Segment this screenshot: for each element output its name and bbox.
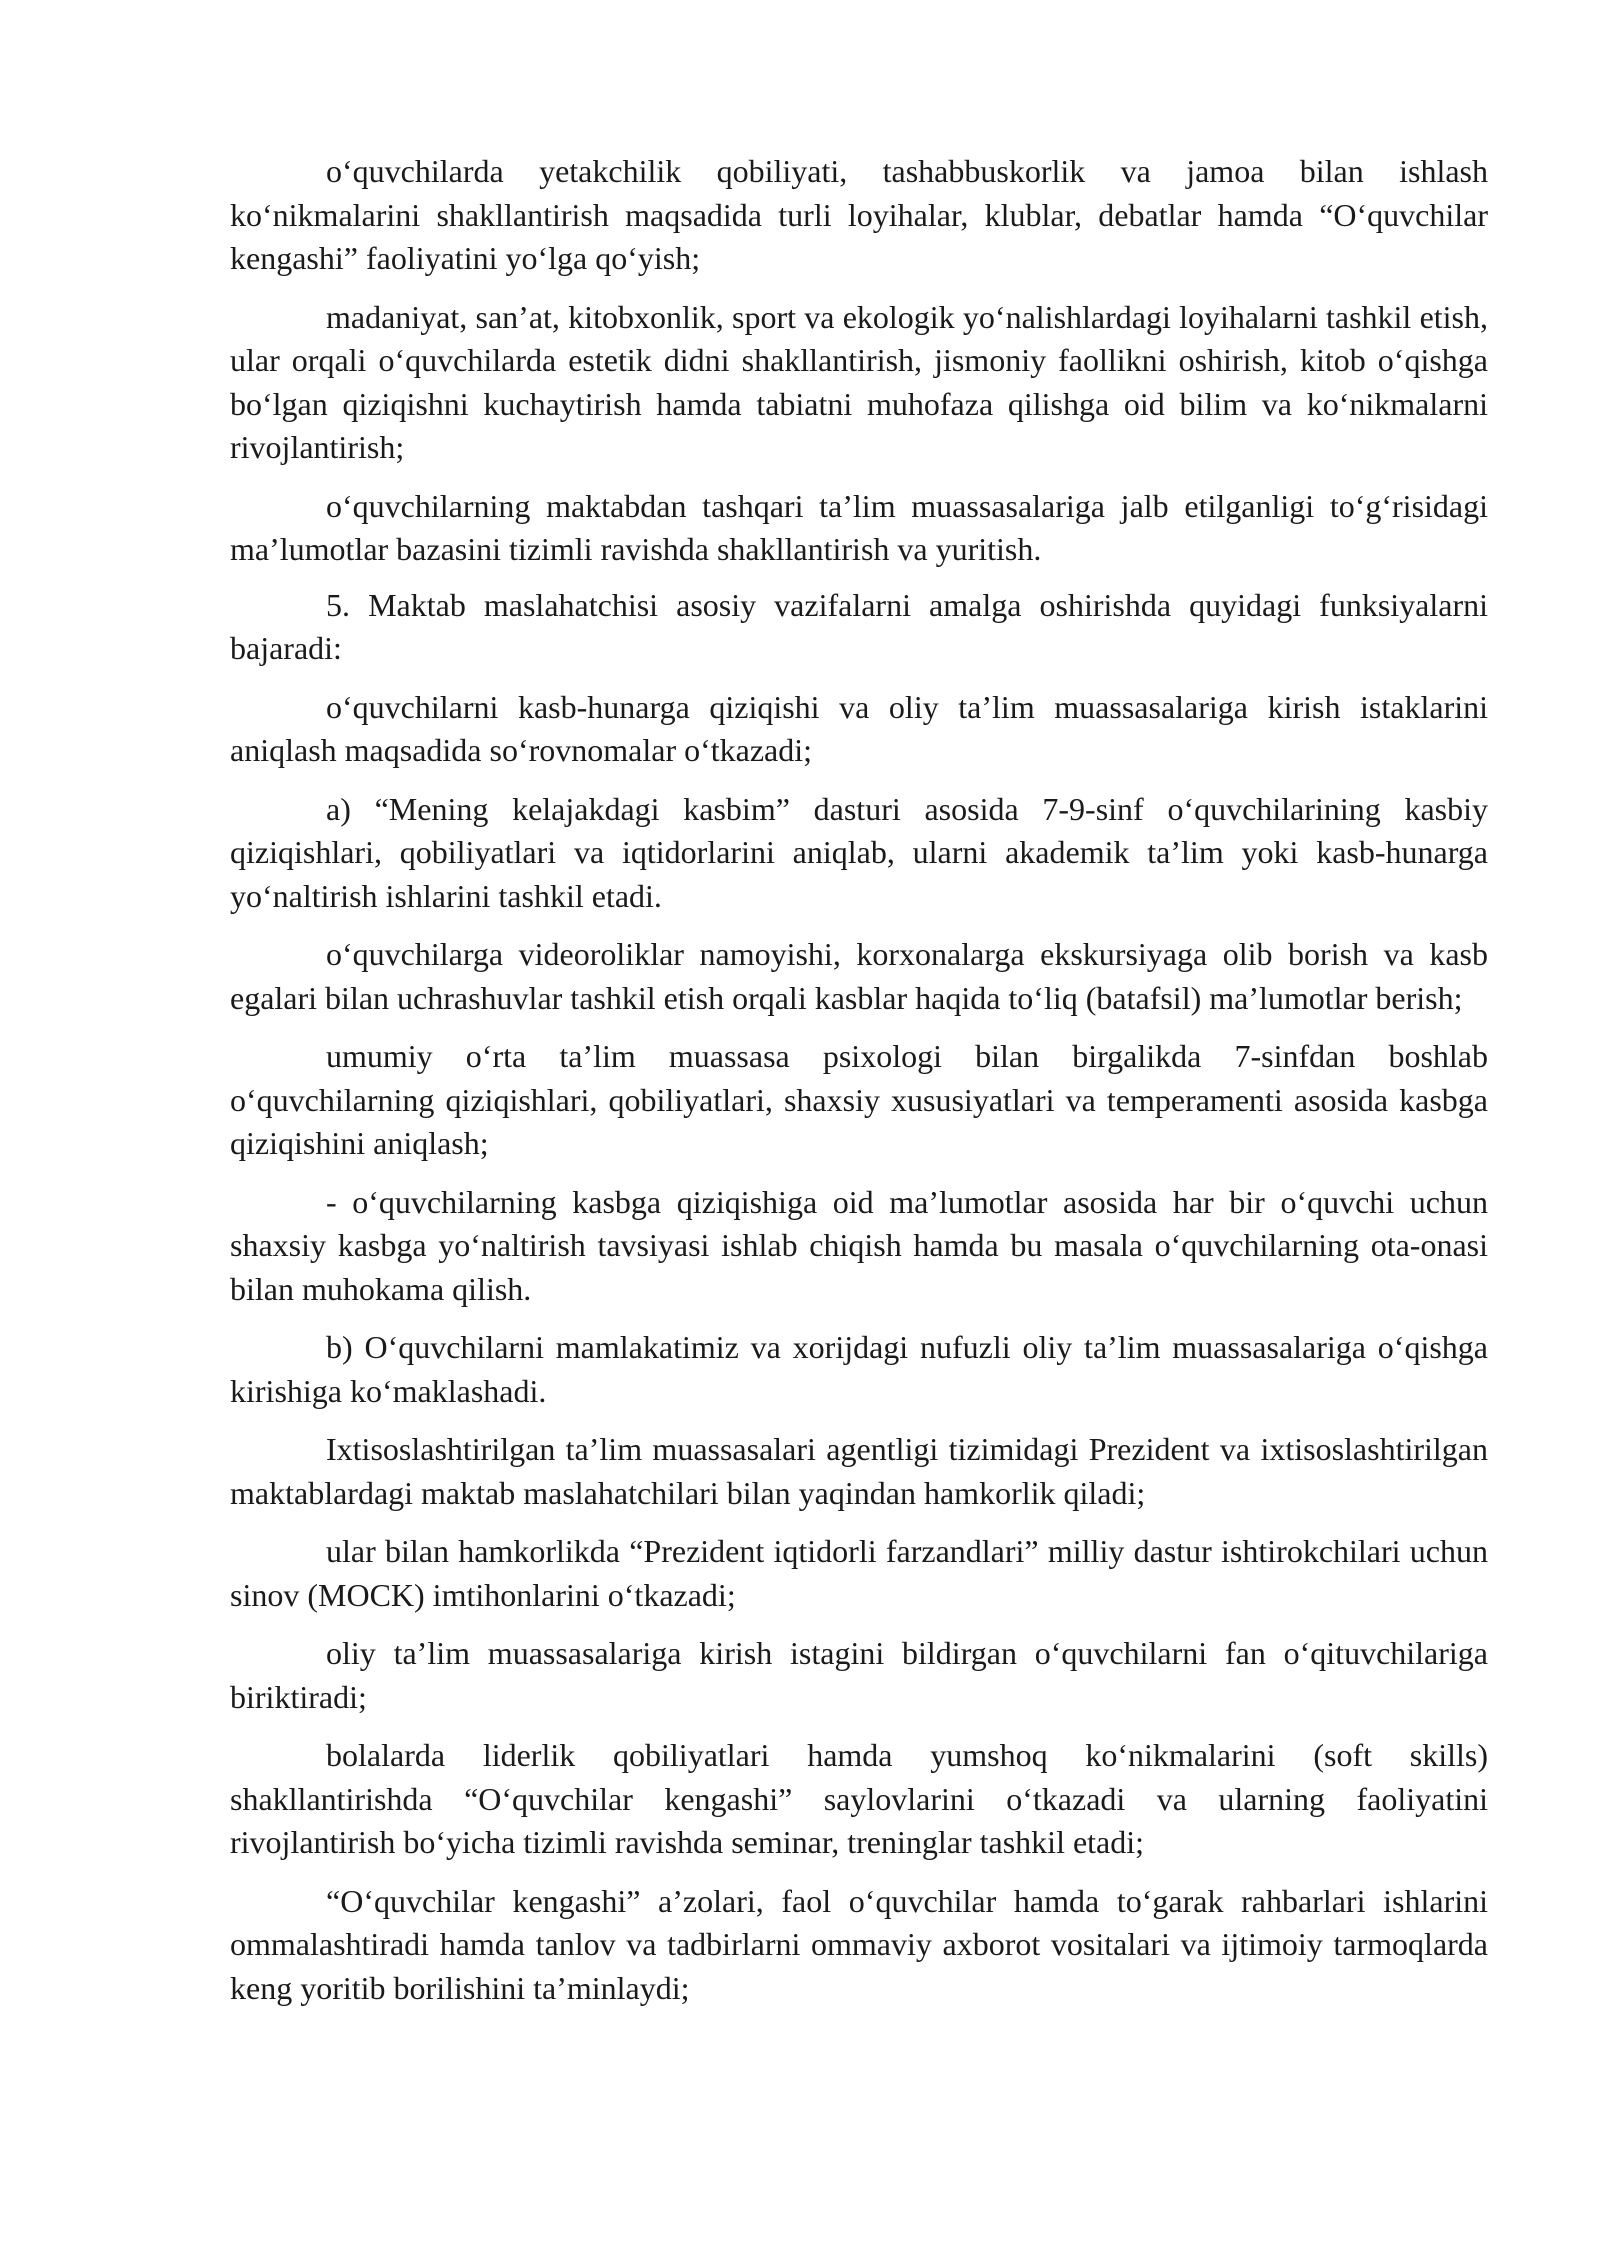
- paragraph-leadership: o‘quvchilarda yetakchilik qobiliyati, tashabbuskorlik va jamoa bilan ishlash ko‘nikmalarini shakllantirish maqsadida turli loyihalar, klublar, debatlar hamda “O‘quvchilar kengashi” faoliyatini yo‘lga qo‘yish;: [230, 153, 1488, 276]
- paragraph-item-a: a) “Mening kelajakdagi kasbim” dasturi asosida 7-9-sinf o‘quvchilarining kasbiy qiziqishlari, qobiliyatlari va iqtidorlarini aniqlab, ularni akademik ta’lim yoki kasb-hunarga yo‘naltirish ishlarini tashkil etadi.: [230, 790, 1488, 914]
- paragraph-agency-cooperation: Ixtisoslashtirilgan ta’lim muassasalari agentligi tizimidagi Prezident va ixtisoslashtirilgan maktablardagi maktab maslahatchilari bilan yaqindan hamkorlik qiladi;: [230, 1431, 1488, 1511]
- paragraph-soft-skills: bolalarda liderlik qobiliyatlari hamda yumshoq ko‘nikmalarini (soft skills) shakllantirishda “O‘quvchilar kengashi” saylovlarini o‘tkazadi va ularning faoliyatini rivojlantirish bo‘yicha tizimli ravishda seminar, treninglar tashkil etadi;: [230, 1737, 1488, 1860]
- paragraph-section-5-heading: 5. Maktab maslahatchisi asosiy vazifalarni amalga oshirishda quyidagi funksiyalarni bajaradi:: [230, 586, 1488, 666]
- document-page: [230, 150, 1488, 2025]
- paragraph-council-members: “O‘quvchilar kengashi” a’zolari, faol o‘quvchilar hamda to‘garak rahbarlari ishlarini ommalashtiradi hamda tanlov va tadbirlarni ommaviy axborot vositalari va ijtimoiy tarmoqlarda keng yoritib borilishini ta’minlaydi;: [230, 1882, 1488, 2006]
- paragraph-extracurricular-database: o‘quvchilarning maktabdan tashqari ta’lim muassasalariga jalb etilganligi to‘g‘risidagi ma’lumotlar bazasini tizimli ravishda shakllantirish va yuritish.: [230, 487, 1488, 567]
- paragraph-item-b: b) O‘quvchilarni mamlakatimiz va xorijdagi nufuzli oliy ta’lim muassasalariga o‘qishga kirishiga ko‘maklashadi.: [230, 1329, 1488, 1409]
- paragraph-psychologist: umumiy o‘rta ta’lim muassasa psixologi bilan birgalikda 7-sinfdan boshlab o‘quvchilarning qiziqishlari, qobiliyatlari, shaxsiy xususiyatlari va temperamenti asosida kasbga qiziqishini aniqlash;: [230, 1038, 1488, 1161]
- paragraph-recommendation: - o‘quvchilarning kasbga qiziqishiga oid ma’lumotlar asosida har bir o‘quvchi uchun shaxsiy kasbga yo‘naltirish tavsiyasi ishlab chiqish hamda bu masala o‘quvchilarning ota-onasi bilan muhokama qilish.: [230, 1183, 1488, 1307]
- paragraph-subject-teachers: oliy ta’lim muassasalariga kirish istagini bildirgan o‘quvchilarni fan o‘qituvchilariga biriktiradi;: [230, 1635, 1488, 1715]
- paragraph-culture-projects: madaniyat, san’at, kitobxonlik, sport va ekologik yo‘nalishlardagi loyihalarni tashkil etish, ular orqali o‘quvchilarda estetik didni shakllantirish, jismoniy faollikni oshirish, kitob o‘qishga bo‘lgan qiziqishni kuchaytirish hamda tabiatni muhofaza qilishga oid bilim va ko‘nikmalarni rivojlantirish;: [230, 298, 1488, 465]
- paragraph-career-info: o‘quvchilarga videoroliklar namoyishi, korxonalarga ekskursiyaga olib borish va kasb egalari bilan uchrashuvlar tashkil etish orqali kasblar haqida to‘liq (batafsil) ma’lumotlar berish;: [230, 936, 1488, 1016]
- paragraph-surveys: o‘quvchilarni kasb-hunarga qiziqishi va oliy ta’lim muassasalariga kirish istaklarini aniqlash maqsadida so‘rovnomalar o‘tkazadi;: [230, 688, 1488, 768]
- paragraph-mock-exams: ular bilan hamkorlikda “Prezident iqtidorli farzandlari” milliy dastur ishtirokchilari uchun sinov (MOCK) imtihonlarini o‘tkazadi;: [230, 1533, 1488, 1613]
